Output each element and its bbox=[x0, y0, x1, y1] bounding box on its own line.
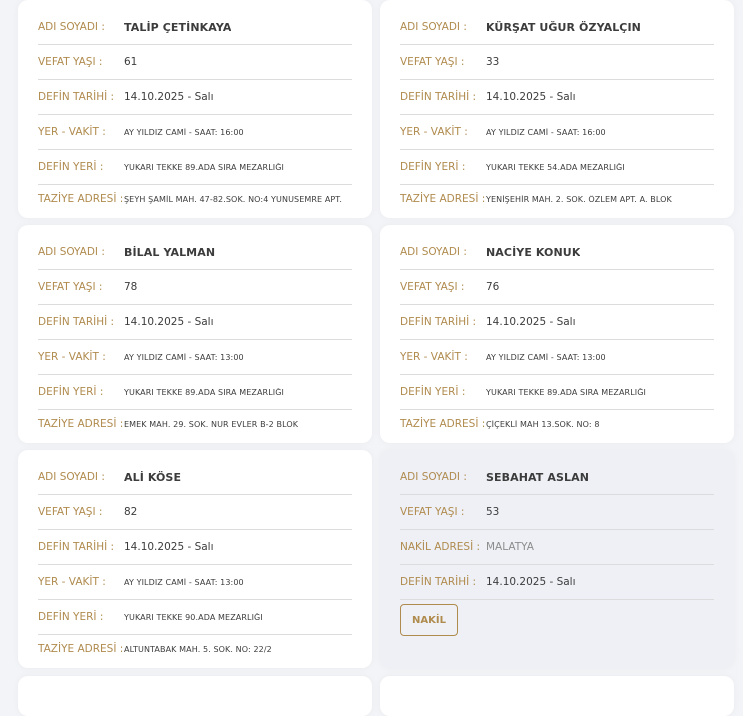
burial-place-row bbox=[400, 375, 714, 410]
age-row bbox=[38, 495, 352, 530]
burial-place-value: YUKARI TEKKE 89.ADA SIRA MEZARLIĞI bbox=[124, 162, 284, 172]
deceased-name: BİLAL YALMAN bbox=[124, 245, 216, 259]
place-time-row bbox=[38, 340, 352, 375]
name-label: ADI SOYADI : bbox=[38, 21, 105, 33]
condolence-row bbox=[38, 185, 352, 213]
burial-place-row bbox=[38, 375, 352, 410]
burial-place-label: DEFİN YERİ : bbox=[400, 386, 466, 398]
burial-place-row bbox=[38, 600, 352, 635]
burial-date-row bbox=[400, 305, 714, 340]
burial-date-value: 14.10.2025 - Salı bbox=[486, 316, 576, 328]
condolence-row bbox=[38, 410, 352, 438]
burial-place-label: DEFİN YERİ : bbox=[38, 161, 104, 173]
age-row bbox=[400, 270, 714, 305]
age-row bbox=[38, 45, 352, 80]
place-time-label: YER - VAKİT : bbox=[38, 126, 106, 138]
burial-date-label: DEFİN TARİHİ : bbox=[38, 91, 115, 103]
burial-date-value: 14.10.2025 - Salı bbox=[124, 316, 214, 328]
deceased-name: KÜRŞAT UĞUR ÖZYALÇIN bbox=[486, 20, 641, 34]
condolence-value: YENİŞEHİR MAH. 2. SOK. ÖZLEM APT. A. BLOK bbox=[486, 194, 672, 204]
age-value: 76 bbox=[486, 281, 500, 293]
burial-place-value: YUKARI TEKKE 54.ADA MEZARLIĞI bbox=[486, 162, 625, 172]
name-row bbox=[38, 460, 352, 495]
transfer-address-value: MALATYA bbox=[486, 541, 534, 553]
place-time-value: AY YILDIZ CAMİ - SAAT: 16:00 bbox=[486, 127, 606, 137]
age-label: VEFAT YAŞI : bbox=[400, 506, 465, 518]
name-label: ADI SOYADI : bbox=[400, 21, 467, 33]
burial-place-label: DEFİN YERİ : bbox=[38, 611, 104, 623]
burial-date-label: DEFİN TARİHİ : bbox=[38, 541, 115, 553]
place-time-row bbox=[400, 340, 714, 375]
place-time-label: YER - VAKİT : bbox=[38, 351, 106, 363]
burial-place-row bbox=[400, 150, 714, 185]
burial-date-row bbox=[38, 80, 352, 115]
burial-date-row bbox=[38, 530, 352, 565]
place-time-row bbox=[400, 115, 714, 150]
age-value: 33 bbox=[486, 56, 500, 68]
obituary-card bbox=[18, 225, 372, 443]
age-label: VEFAT YAŞI : bbox=[400, 56, 465, 68]
obituary-card-partial bbox=[18, 676, 372, 716]
condolence-row bbox=[38, 635, 352, 663]
burial-date-row bbox=[400, 80, 714, 115]
burial-date-value: 14.10.2025 - Salı bbox=[486, 576, 576, 588]
burial-place-value: YUKARI TEKKE 89.ADA SIRA MEZARLIĞI bbox=[124, 387, 284, 397]
name-label: ADI SOYADI : bbox=[400, 246, 467, 258]
burial-place-label: DEFİN YERİ : bbox=[400, 161, 466, 173]
obituary-card bbox=[18, 450, 372, 668]
age-value: 78 bbox=[124, 281, 138, 293]
deceased-name: NACİYE KONUK bbox=[486, 245, 581, 259]
place-time-value: AY YILDIZ CAMİ - SAAT: 16:00 bbox=[124, 127, 244, 137]
deceased-name: TALİP ÇETİNKAYA bbox=[124, 20, 232, 34]
burial-date-value: 14.10.2025 - Salı bbox=[486, 91, 576, 103]
age-value: 82 bbox=[124, 506, 138, 518]
nakil-button[interactable]: NAKİL bbox=[400, 604, 458, 636]
deceased-name: ALİ KÖSE bbox=[124, 470, 182, 484]
age-label: VEFAT YAŞI : bbox=[400, 281, 465, 293]
name-label: ADI SOYADI : bbox=[400, 471, 467, 483]
burial-place-row bbox=[38, 150, 352, 185]
condolence-label: TAZİYE ADRESİ : bbox=[38, 643, 124, 655]
obituary-card bbox=[380, 225, 734, 443]
condolence-value: ALTUNTABAK MAH. 5. SOK. NO: 22/2 bbox=[124, 644, 272, 654]
burial-date-label: DEFİN TARİHİ : bbox=[38, 316, 115, 328]
place-time-row bbox=[38, 115, 352, 150]
age-value: 53 bbox=[486, 506, 500, 518]
age-label: VEFAT YAŞI : bbox=[38, 506, 103, 518]
condolence-value: EMEK MAH. 29. SOK. NUR EVLER B-2 BLOK bbox=[124, 419, 299, 429]
burial-date-value: 14.10.2025 - Salı bbox=[124, 541, 214, 553]
condolence-row bbox=[400, 410, 714, 438]
age-value: 61 bbox=[124, 56, 138, 68]
obituary-card bbox=[380, 0, 734, 218]
age-label: VEFAT YAŞI : bbox=[38, 281, 103, 293]
transfer-address-row bbox=[400, 530, 714, 565]
age-row bbox=[400, 45, 714, 80]
burial-date-row bbox=[38, 305, 352, 340]
transfer-obituary-card bbox=[380, 450, 734, 668]
burial-date-value: 14.10.2025 - Salı bbox=[124, 91, 214, 103]
obituary-card-partial bbox=[380, 676, 734, 716]
burial-date-label: DEFİN TARİHİ : bbox=[400, 91, 477, 103]
obituary-card bbox=[18, 0, 372, 218]
condolence-label: TAZİYE ADRESİ : bbox=[400, 193, 486, 205]
transfer-address-label: NAKİL ADRESİ : bbox=[400, 541, 481, 553]
name-row bbox=[400, 10, 714, 45]
deceased-name: SEBAHAT ASLAN bbox=[486, 470, 589, 484]
burial-date-label: DEFİN TARİHİ : bbox=[400, 316, 477, 328]
place-time-row bbox=[38, 565, 352, 600]
condolence-value: ŞEYH ŞAMİL MAH. 47-82.SOK. NO:4 YUNUSEMRE APT. bbox=[124, 194, 342, 204]
name-row bbox=[400, 460, 714, 495]
burial-place-label: DEFİN YERİ : bbox=[38, 386, 104, 398]
burial-date-row bbox=[400, 565, 714, 600]
name-label: ADI SOYADI : bbox=[38, 471, 105, 483]
place-time-value: AY YILDIZ CAMİ - SAAT: 13:00 bbox=[124, 577, 244, 587]
name-row bbox=[38, 235, 352, 270]
condolence-label: TAZİYE ADRESİ : bbox=[38, 193, 124, 205]
name-row bbox=[400, 235, 714, 270]
condolence-label: TAZİYE ADRESİ : bbox=[400, 418, 486, 430]
age-label: VEFAT YAŞI : bbox=[38, 56, 103, 68]
place-time-value: AY YILDIZ CAMİ - SAAT: 13:00 bbox=[124, 352, 244, 362]
name-row bbox=[38, 10, 352, 45]
place-time-value: AY YILDIZ CAMİ - SAAT: 13:00 bbox=[486, 352, 606, 362]
burial-place-value: YUKARI TEKKE 89.ADA SIRA MEZARLIĞI bbox=[486, 387, 646, 397]
name-label: ADI SOYADI : bbox=[38, 246, 105, 258]
burial-date-label: DEFİN TARİHİ : bbox=[400, 576, 477, 588]
burial-place-value: YUKARI TEKKE 90.ADA MEZARLIĞI bbox=[124, 612, 263, 622]
condolence-value: ÇİÇEKLİ MAH 13.SOK. NO: 8 bbox=[486, 419, 600, 429]
age-row bbox=[38, 270, 352, 305]
condolence-row bbox=[400, 185, 714, 213]
place-time-label: YER - VAKİT : bbox=[400, 351, 468, 363]
place-time-label: YER - VAKİT : bbox=[38, 576, 106, 588]
place-time-label: YER - VAKİT : bbox=[400, 126, 468, 138]
condolence-label: TAZİYE ADRESİ : bbox=[38, 418, 124, 430]
age-row bbox=[400, 495, 714, 530]
